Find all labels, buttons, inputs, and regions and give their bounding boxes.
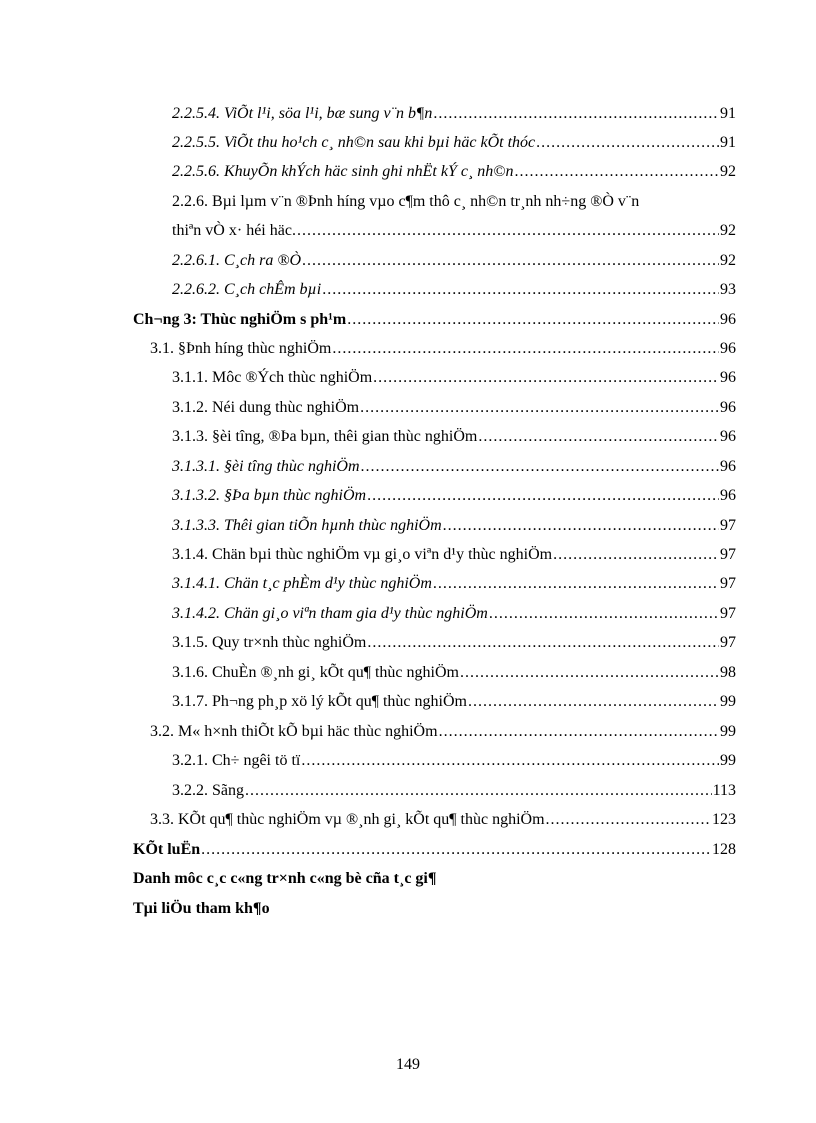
toc-entry <box>172 368 736 388</box>
toc-leader-dots <box>433 104 719 124</box>
toc-entry-title: 3.1.5. Quy tr×nh thùc nghiÖm <box>172 634 367 651</box>
toc-chapter-title: Danh môc c¸c c«ng tr×nh c«ng bè cña t¸c gi¶ <box>133 870 437 887</box>
toc-leader-dots <box>322 280 719 300</box>
toc-entry-page: 96 <box>720 487 736 504</box>
toc-entry-page: 91 <box>720 134 736 151</box>
toc-entry-title: thiªn vÒ x· héi häc. <box>172 222 296 239</box>
toc-entry <box>172 104 736 124</box>
toc-entry-page: 99 <box>720 752 736 769</box>
toc-entry-title: 3.1.2. Néi dung thùc nghiÖm <box>172 399 360 416</box>
toc-leader-dots <box>433 574 719 594</box>
toc-entry-page: 128 <box>712 841 736 858</box>
toc-leader-dots <box>245 781 712 801</box>
toc-entry-title: 3.2.2. Sãng <box>172 782 244 799</box>
toc-entry <box>172 781 736 801</box>
toc-entry-page: 96 <box>720 369 736 386</box>
toc-entry-page: 96 <box>720 458 736 475</box>
toc-entry-page: 92 <box>720 222 736 239</box>
toc-entry <box>172 574 736 594</box>
toc-entry <box>172 251 736 271</box>
toc-entry-title: 3.1.6. ChuÈn ®¸nh gi¸ kÕt qu¶ thùc nghiÖm <box>172 664 459 681</box>
toc-entry <box>172 457 736 477</box>
toc-leader-dots <box>373 368 719 388</box>
toc-leader-dots <box>514 162 719 182</box>
toc-entry-page: 92 <box>720 163 736 180</box>
toc-leader-dots <box>553 545 719 565</box>
toc-entry <box>172 516 736 536</box>
toc-entry <box>172 604 736 624</box>
toc-entry-title: 3.1.4.1. Chän t¸c phÈm d¹y thùc nghiÖm <box>172 575 432 592</box>
page-number: 149 <box>396 1056 420 1073</box>
toc-entry-page: 97 <box>720 517 736 534</box>
toc-entry <box>172 751 736 771</box>
toc-entry-page: 96 <box>720 340 736 357</box>
toc-entry <box>150 810 736 830</box>
toc-entry-page: 97 <box>720 605 736 622</box>
toc-entry-title: 2.2.5.5. ViÕt thu ho¹ch c¸ nh©n sau khi bµi häc kÕt thóc <box>172 134 536 151</box>
toc-entry-title: 3.1.3. §èi tîng, ®Þa bµn, thêi gian thùc nghiÖm <box>172 428 478 445</box>
toc-entry-title: 3.1.3.3. Thêi gian tiÕn hµnh thùc nghiÖm <box>172 517 442 534</box>
toc-entry <box>172 280 736 300</box>
toc-leader-dots <box>468 692 719 712</box>
toc-entry-page: 96 <box>720 428 736 445</box>
toc-leader-dots <box>367 486 719 506</box>
toc-leader-dots <box>302 251 719 271</box>
toc-chapter <box>133 310 736 330</box>
toc-entry-title: Ch¬ng 3: Thùc nghiÖm s ph¹m <box>133 311 347 328</box>
toc-entry-title: 3.1.3.2. §Þa bµn thùc nghiÖm <box>172 487 367 504</box>
toc-leader-dots <box>536 133 719 153</box>
toc-leader-dots <box>489 604 719 624</box>
toc-entry-title: 3.1.4. Chän bµi thùc nghiÖm vµ gi¸o viªn d¹y thùc nghiÖm <box>172 546 553 563</box>
toc-entry-page: 113 <box>712 782 736 799</box>
toc-leader-dots <box>439 722 719 742</box>
toc-entry <box>150 339 736 359</box>
toc-leader-dots <box>546 810 711 830</box>
toc-entry <box>172 663 736 683</box>
toc-entry-title: 3.1.1. Môc ®Ých thùc nghiÖm <box>172 369 373 386</box>
toc-entry-title: 3.1.3.1. §èi tîng thùc nghiÖm <box>172 458 360 475</box>
toc-entry-page: 99 <box>720 723 736 740</box>
toc-entry-page: 96 <box>720 311 736 328</box>
toc-leader-dots <box>297 221 719 241</box>
toc-entry-title: KÕt luËn <box>133 841 201 858</box>
toc-leader-dots <box>301 751 719 771</box>
toc-chapter-title: Tµi liÖu tham kh¶o <box>133 900 270 917</box>
toc-entry-title: 3.2. M« h×nh thiÕt kÕ bµi häc thùc nghiÖm <box>150 723 438 740</box>
toc-entry-title: 3.3. KÕt qu¶ thùc nghiÖm vµ ®¸nh gi¸ kÕt qu¶ thùc nghiÖm <box>150 811 545 828</box>
toc-leader-dots <box>460 663 719 683</box>
toc-entry-page: 91 <box>720 105 736 122</box>
toc-entry-title: 2.2.6.2. C¸ch chÊm bµi <box>172 281 322 298</box>
toc-entry-page: 123 <box>712 811 736 828</box>
toc-leader-dots <box>367 633 719 653</box>
toc-entry <box>172 486 736 506</box>
toc-entry-title: 2.2.5.4. ViÕt l¹i, söa l¹i, bæ sung v¨n b¶n <box>172 105 433 122</box>
toc-entry <box>172 162 736 182</box>
toc-entry-title: 3.2.1. Ch÷ ngêi tö tï <box>172 752 301 769</box>
toc-entry-title: 3.1. §Þnh híng thùc nghiÖm <box>150 340 332 357</box>
toc-leader-dots <box>347 310 719 330</box>
toc-entry-page: 97 <box>720 546 736 563</box>
toc-entry <box>172 633 736 653</box>
toc-leader-dots <box>443 516 719 536</box>
toc-chapter <box>133 840 736 860</box>
toc-entry-title: 2.2.5.6. KhuyÕn khÝch häc sinh ghi nhËt kÝ c¸ nh©n <box>172 163 514 180</box>
toc-entry-page: 99 <box>720 693 736 710</box>
toc-entry-title: 2.2.6.1. C¸ch ra ®Ò <box>172 252 302 269</box>
toc-entry-page: 96 <box>720 399 736 416</box>
toc-entry-page: 93 <box>720 281 736 298</box>
toc-entry <box>172 692 736 712</box>
toc-leader-dots <box>201 840 711 860</box>
toc-entry-page: 97 <box>720 575 736 592</box>
toc-entry <box>172 427 736 447</box>
toc-entry <box>172 133 736 153</box>
toc-entry-title: 3.1.4.2. Chän gi¸o viªn tham gia d¹y thùc nghiÖm <box>172 605 488 622</box>
toc-leader-dots <box>478 427 719 447</box>
toc-entry <box>172 545 736 565</box>
toc-leader-dots <box>360 398 719 418</box>
toc-leader-dots <box>361 457 719 477</box>
toc-entry-title: 3.1.7. Ph¬ng ph¸p xö lý kÕt qu¶ thùc nghiÖm <box>172 693 467 710</box>
toc-leader-dots <box>332 339 719 359</box>
toc-entry <box>172 398 736 418</box>
toc-entry-page: 92 <box>720 252 736 269</box>
toc-entry-page: 97 <box>720 634 736 651</box>
toc-entry-page: 98 <box>720 664 736 681</box>
toc-entry <box>150 722 736 742</box>
toc-entry <box>172 221 736 241</box>
toc-entry-title-line1: 2.2.6. Bµi lµm v¨n ®Þnh híng vµo c¶m thô c¸ nh©n tr¸nh nh÷ng ®Ò v¨n <box>172 193 640 210</box>
